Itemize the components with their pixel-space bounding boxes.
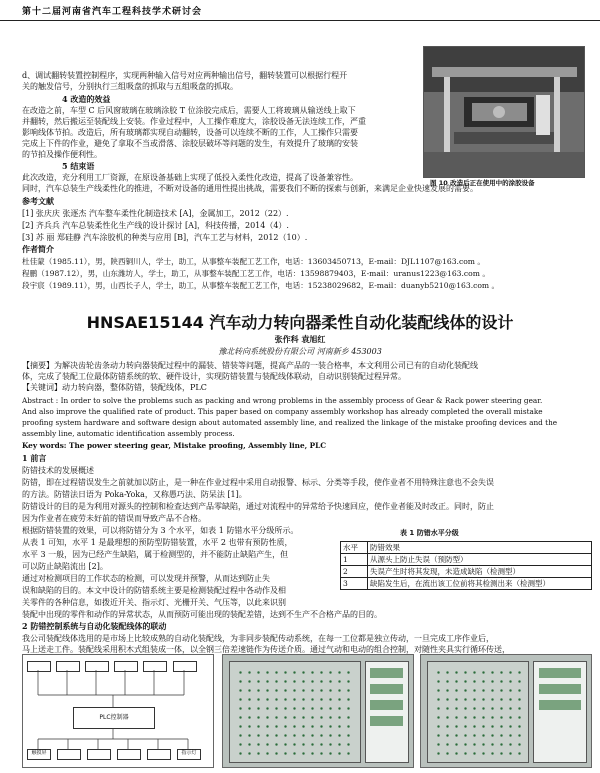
text-line: 水平 3 一般，因为已经产生缺陷，属于检测型的，并不能防止缺陷产生，但	[22, 550, 289, 559]
table-row	[341, 566, 592, 578]
bio-item: 段宇宸（1989.11），男，山西长子人，学士，助工，从事整车装配工艺工作，电话：15238029682，E-mail：duanyb5210@163.com 。	[22, 281, 500, 290]
bio-item: 程鹏（1987.12），男，山东潍坊人，学士，助工，从事整车装配工艺工作，电话：13598879403，E-mail：uranus1223@163.com 。	[22, 269, 490, 278]
table-cell: 失误产生时将其发现，未造成缺陷（检测型）	[368, 566, 592, 578]
diagram-box	[147, 749, 171, 760]
abstract-en-line: And also improve the qualified rate of product. This paper based on company assembly workshop has already completed the overall mistake	[22, 407, 543, 416]
photo-caption: 图 10 改造后正在使用中的涂胶设备	[430, 179, 535, 187]
indicator-grid	[434, 668, 522, 756]
reference-item: [2] 齐兵兵 汽车总装柔性化生产线的设计探讨 [A]，科技传播，2014（4）.	[22, 221, 289, 230]
text-line: 关的触发信号，分别执行三组吸盘的抓取与五组吸盘的抓取。	[22, 82, 238, 91]
text-line: 误和缺陷的目的。本文中设计的防错系统主要是检测装配过程中各动作及相	[22, 586, 286, 595]
text-line: 可以防止缺陷流出 [2]。	[22, 562, 108, 571]
plc-diagram	[22, 654, 214, 768]
article-title: HNSAE15144 汽车动力转向器柔性自动化装配线体的设计	[86, 313, 514, 332]
table-cell: 从源头上防止失误（预防型）	[368, 554, 592, 566]
hmi-button	[370, 700, 403, 710]
table-row	[341, 554, 592, 566]
abstract-en-line: assembly line, automatic identification assembly process.	[22, 429, 235, 438]
text-line: 关零件的各种信息，如拨近开关、指示灯、光栅开关、气压等，以此来识别	[22, 598, 286, 607]
hmi-screen-1	[222, 654, 414, 768]
abstract-line: 体，完成了装配工位最体防错系统的软、硬件设计，实现防错装置与装配线体联动，自动识别装配过程异常。	[22, 372, 406, 381]
plc-controller-box: PLC控制器	[73, 707, 155, 729]
table-cell: 1	[341, 554, 368, 566]
text-line: 在改造之前，车型 C 后风窗玻璃在玻璃涂胶 T 位涂胶完成后，需要人工将玻璃从输送线上取下	[22, 106, 356, 115]
text-line: 完成上下件的作业，避免了拿取不当或滑落、涂胶层破坏等问题的发生，有效提升了玻璃的安装	[22, 139, 358, 148]
reference-item: [1] 张庆庆 张逐杰 汽车整车柔性化制造技术 [A]，金属加工，2012（22）.	[22, 209, 289, 218]
text-line: 我公司装配线体选用的是市场上比较成熟的自动化装配线，为非同步装配传动系统，在每一工位都是独立传动，一旦完成工序作业后，	[22, 634, 494, 643]
keywords-cn: 【关键词】动力转向器，整体防错，装配线体，PLC	[22, 383, 207, 392]
diagram-box-touchscreen: 触摸屏	[27, 749, 51, 760]
text-line: 防错设计的目的是为利用对源头的控制和检查达到产品零缺陷，通过对流程中的异常给予快速回应，使作业者能及时改正。同时，防止	[22, 502, 494, 511]
abstract-line: 【摘要】为解决齿轮齿条动力转向器装配过程中的漏装、错装等问题，提高产品的一装合格率，本文利用公司已有的自动化装配线	[22, 361, 478, 370]
hmi-panel	[229, 661, 361, 763]
section-heading: 5 结束语	[62, 161, 95, 171]
abstract-en-line: proofing system hardware and software design about automated assembly line, and realized the linkage of the mistake proofing devices and the	[22, 418, 558, 427]
bio-item: 杜佳蒙（1985.11），男，陕西铜川人，学士，助工，从事整车装配工艺工作，电话：13603450713，E-mail：DJL1107@163.com 。	[22, 257, 485, 266]
hmi-side-panel	[365, 661, 409, 763]
table-header: 防错效果	[368, 542, 592, 554]
hmi-button	[370, 668, 403, 678]
text-line: 根据防错装置的效果，可以将防错分为 3 个水平，如表 1 防错水平分级所示。	[22, 526, 299, 535]
text-line: 从表 1 可知，水平 1 是最理想的预防型防错装置，水平 2 也带有预防性质，	[22, 538, 293, 547]
running-title: 第十二届河南省汽车工程科技学术研讨会	[22, 7, 203, 17]
table-cell: 3	[341, 578, 368, 590]
section-heading: 1 前言	[22, 453, 47, 463]
article-authors: 张作科 袁旭红	[274, 334, 326, 344]
hmi-panel	[427, 661, 529, 763]
section-heading: 4 改造的效益	[62, 94, 111, 104]
text-line: 的方法。防错法日语为 Poka-Yoka，又称愚巧法、防呆法 [1]。	[22, 490, 247, 499]
table-cell: 缺陷发生后，在流出该工位前将其检测出来（检测型）	[368, 578, 592, 590]
table-caption: 表 1 防错水平分级	[400, 529, 459, 537]
indicator-grid	[236, 668, 354, 756]
text-line: 影响线体节拍。改造后，所有玻璃都实现自动翻转，设备可以连续不断的工作，人工操作只需要	[22, 128, 358, 137]
section-heading: 2 防错控制系统与自动化装配线体的联动	[22, 621, 167, 631]
text-line: 马上送走工件。装配线采用积木式组装成一体，以全钢三倍差速链作为传送介质。通过气动和电动的组合控制，对随性夹具实行循环传送，	[22, 645, 510, 654]
text-line: 的节拍及操作便利性。	[22, 150, 102, 159]
hmi-button	[370, 684, 403, 694]
text-line: 同时，汽车总装生产线柔性化的推进，不断对设备的通用性提出挑战，需要我们不断的探索与创新，来满足企业快速发展的需要。	[22, 184, 478, 193]
table-cell: 2	[341, 566, 368, 578]
fault-level-table	[340, 541, 592, 590]
subsection-heading: 防错技术的发展概述	[22, 466, 94, 475]
text-line: 防错，即在过程错误发生之前就加以防止，是一种在作业过程中采用自动报警、标示、分类等手段，使作业者不用特殊注意也不会失误	[22, 478, 494, 487]
hmi-button	[539, 684, 581, 694]
text-line: 因为作业者在疲劳未好前的错误而导致产品不合格。	[22, 514, 206, 523]
text-line: d、调试翻转装置控制程序，实现两种输入信号对应两种输出信号，翻转装置可以根据行程开	[22, 71, 348, 80]
references-heading: 参考文献	[22, 196, 54, 206]
diagram-box-indicator: 指示灯	[177, 749, 201, 760]
keywords-en: Key words: The power steering gear, Mistake proofing, Assembly line, PLC	[22, 441, 327, 450]
text-line: 此次改造，充分利用工厂资源，在原设备基础上实现了低投入柔性化改造，提高了设备兼容性。	[22, 173, 358, 182]
hmi-button	[370, 716, 403, 726]
text-line: 并翻转，然后搬运至装配线上安装。作业过程中，人工操作难度大，涂胶设备无法连续工作，严重	[22, 117, 366, 126]
hmi-screen-2	[420, 654, 592, 768]
equipment-photo	[423, 46, 585, 178]
table-header-row	[341, 542, 592, 554]
diagram-box	[87, 749, 111, 760]
article-affiliation: 豫北转向系统股份有限公司 河南新乡 453003	[218, 347, 382, 356]
hmi-button	[539, 668, 581, 678]
diagram-box	[117, 749, 141, 760]
text-line: 通过对检测项目的工作状态的检测，可以发现并预警，从而达到防止失	[22, 574, 270, 583]
text-line: 装配中出现的零件和动作的异常状态，从而预防可能出现的装配差错，达到不生产不合格产品的目的。	[22, 610, 382, 619]
diagram-box	[57, 749, 81, 760]
abstract-en-line: Abstract : In order to solve the problems such as packing and wrong problems in the assembly process of Gear & Rack power steering gear.	[22, 396, 543, 405]
bios-heading: 作者简介	[22, 244, 54, 254]
reference-item: [3] 苏 丽 郑硅静 汽车涂胶机的种类与应用 [B]，汽车工艺与材料，2012（10）.	[22, 233, 308, 242]
hmi-side-panel	[533, 661, 587, 763]
table-header: 水平	[341, 542, 368, 554]
table-row	[341, 578, 592, 590]
hmi-button	[539, 700, 581, 710]
